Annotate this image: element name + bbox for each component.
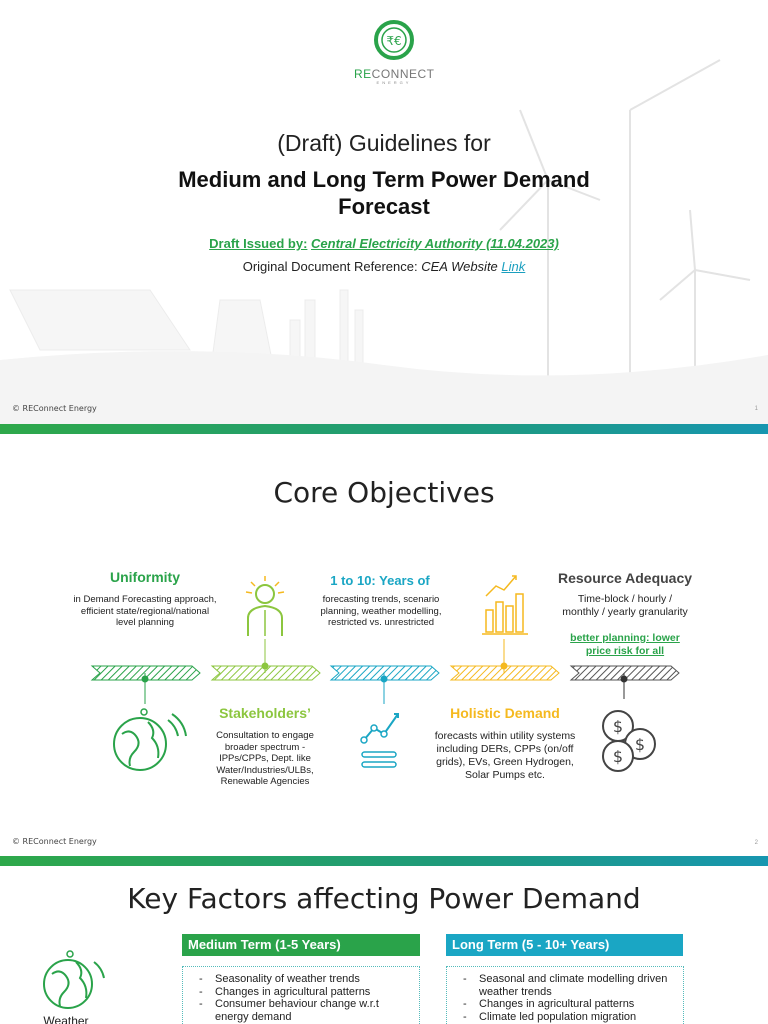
issued-label: Draft Issued by: [209,236,308,251]
ref-label: Original Document Reference: [242,259,418,274]
dollar-coins-icon [596,708,666,778]
objective-years-title: 1 to 10: Years of [330,573,430,588]
slide-title-main [0,166,768,220]
slide-divider-bar [0,856,768,866]
svg-text:$: $ [612,747,624,766]
list-item: - Seasonality of weather trends [193,973,409,986]
logo-wordmark: RECONNECT [354,67,435,81]
slide-divider-bar [0,424,768,434]
objective-resource-text: Time-block / hourly / monthly / yearly granularity [562,593,688,618]
medium-term-heading: Medium Term (1-5 Years) [182,934,420,956]
long-term-list [446,966,684,1024]
svg-text:$: $ [612,717,624,736]
globe-signal-icon [108,706,188,776]
objective-holistic-text: forecasts within utility systems including DERs, CPPs (on/off grids), EVs, Green Hydrogen, Solar Pumps etc. [434,730,576,781]
slide-1 [0,0,768,424]
medium-term-list [182,966,420,1024]
slide-2 [0,434,768,856]
objective-uniformity-title: Uniformity [110,569,180,585]
stakeholder-person-icon [240,574,290,644]
document-reference-line [0,259,768,274]
logo-subtitle: ENERGY [376,80,412,85]
objective-resource-highlight: better planning: lower price risk for all [570,632,680,657]
page-number: 1 [754,406,758,412]
list-item: - Consumer behaviour change w.r.t energy demand [193,998,409,1023]
weather-globe-icon [38,950,108,1010]
objective-stakeholders-title: Stakeholders’ [219,705,311,721]
list-item: - Changes in agricultural patterns [457,998,673,1011]
issued-value: Central Electricity Authority (11.04.2023) [311,236,559,251]
objective-uniformity-text: in Demand Forecasting approach, efficient state/regional/national level planning [73,594,217,628]
slide-title: Core Objectives [273,476,495,509]
objective-resource-title: Resource Adequacy [557,570,693,586]
reconnect-logo [354,18,434,85]
ref-source: CEA Website [421,259,498,274]
svg-text:$: $ [634,735,646,754]
list-item: - Seasonal and climate modelling driven weather trends [457,973,673,998]
slide-title-line1: (Draft) Guidelines for [277,130,491,156]
title-line2: Medium and Long Term Power Demand [178,167,590,192]
footer-copyright: © REConnect Energy [12,837,97,846]
slide-3 [0,866,768,1024]
objective-stakeholders-text: Consultation to engage broader spectrum - IPPs/CPPs, Dept. like Water/Industries/ULBs, Renewable Agencies [216,730,314,787]
objective-holistic-title: Holistic Demand [450,705,560,721]
list-item: - Changes in agricultural patterns [193,986,409,999]
list-item: - Climate led population migration [457,1011,673,1024]
svg-text:₹€: ₹€ [386,34,402,48]
objective-years-text: forecasting trends, scenario planning, weather modelling, restricted vs. unrestricted [320,594,442,628]
page-number: 2 [754,840,758,846]
cea-website-link[interactable]: Link [501,259,526,274]
footer-copyright: © REConnect Energy [12,404,97,413]
slide-title: Key Factors affecting Power Demand [127,882,641,915]
weather-label: Weather [43,1014,89,1024]
draft-issued-line [0,236,768,251]
title-line3: Forecast [338,194,430,219]
logo-emblem-icon [374,18,414,62]
bar-growth-icon [480,572,530,642]
long-term-heading: Long Term (5 - 10+ Years) [446,934,683,956]
objectives-timeline [0,434,768,856]
trend-chart-icon [358,706,408,776]
